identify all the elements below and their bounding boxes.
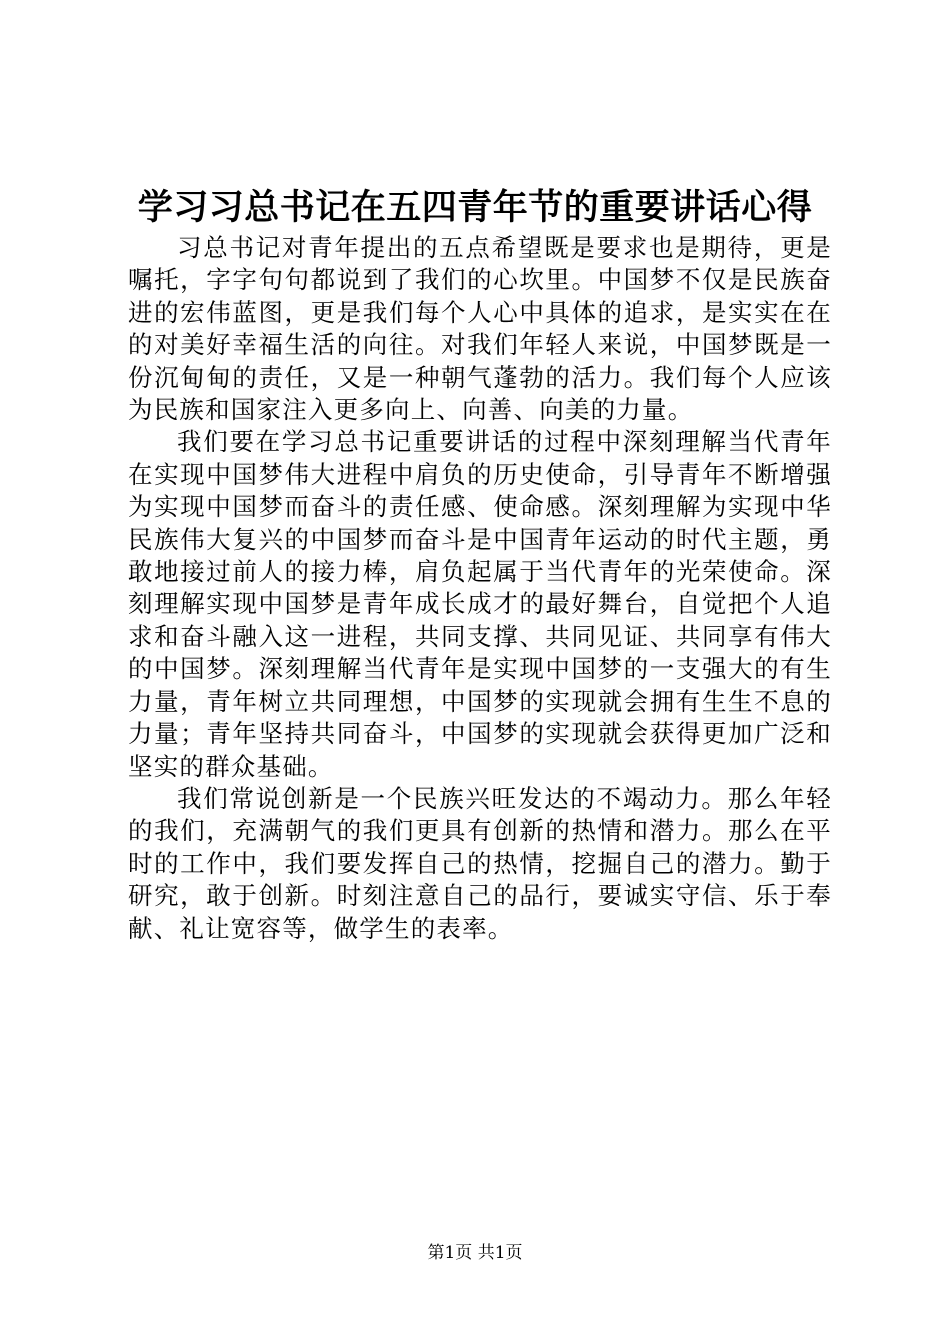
paragraph-1: 习总书记对青年提出的五点希望既是要求也是期待，更是嘱托，字字句句都说到了我们的心坎里。中国梦不仅是民族奋进的宏伟蓝图，更是我们每个人心中具体的追求，是实实在在的对美好幸福生活的向往。对我们年轻人来说，中国梦既是一份沉甸甸的责任，又是一种朝气蓬勃的活力。我们每个人应该为民族和国家注入更多向上、向善、向美的力量。	[128, 233, 832, 425]
page-number-footer: 第1页 共1页	[427, 1243, 523, 1263]
document-title: 学习习总书记在五四青年节的重要讲话心得	[137, 187, 813, 228]
document-body	[128, 232, 832, 945]
paragraph-2: 我们要在学习总书记重要讲话的过程中深刻理解当代青年在实现中国梦伟大进程中肩负的历史使命，引导青年不断增强为实现中国梦而奋斗的责任感、使命感。深刻理解为实现中华民族伟大复兴的中国梦而奋斗是中国青年运动的时代主题，勇敢地接过前人的接力棒，肩负起属于当代青年的光荣使命。深刻理解实现中国梦是青年成长成才的最好舞台，自觉把个人追求和奋斗融入这一进程，共同支撑、共同见证、共同享有伟大的中国梦。深刻理解当代青年是实现中国梦的一支强大的有生力量，青年树立共同理想，中国梦的实现就会拥有生生不息的力量；青年坚持共同奋斗，中国梦的实现就会获得更加广泛和坚实的群众基础。	[128, 427, 832, 781]
paragraph-3: 我们常说创新是一个民族兴旺发达的不竭动力。那么年轻的我们，充满朝气的我们更具有创新的热情和潜力。那么在平时的工作中，我们要发挥自己的热情，挖掘自己的潜力。勤于研究，敢于创新。时刻注意自己的品行，要诚实守信、乐于奉献、礼让宽容等，做学生的表率。	[128, 783, 832, 943]
